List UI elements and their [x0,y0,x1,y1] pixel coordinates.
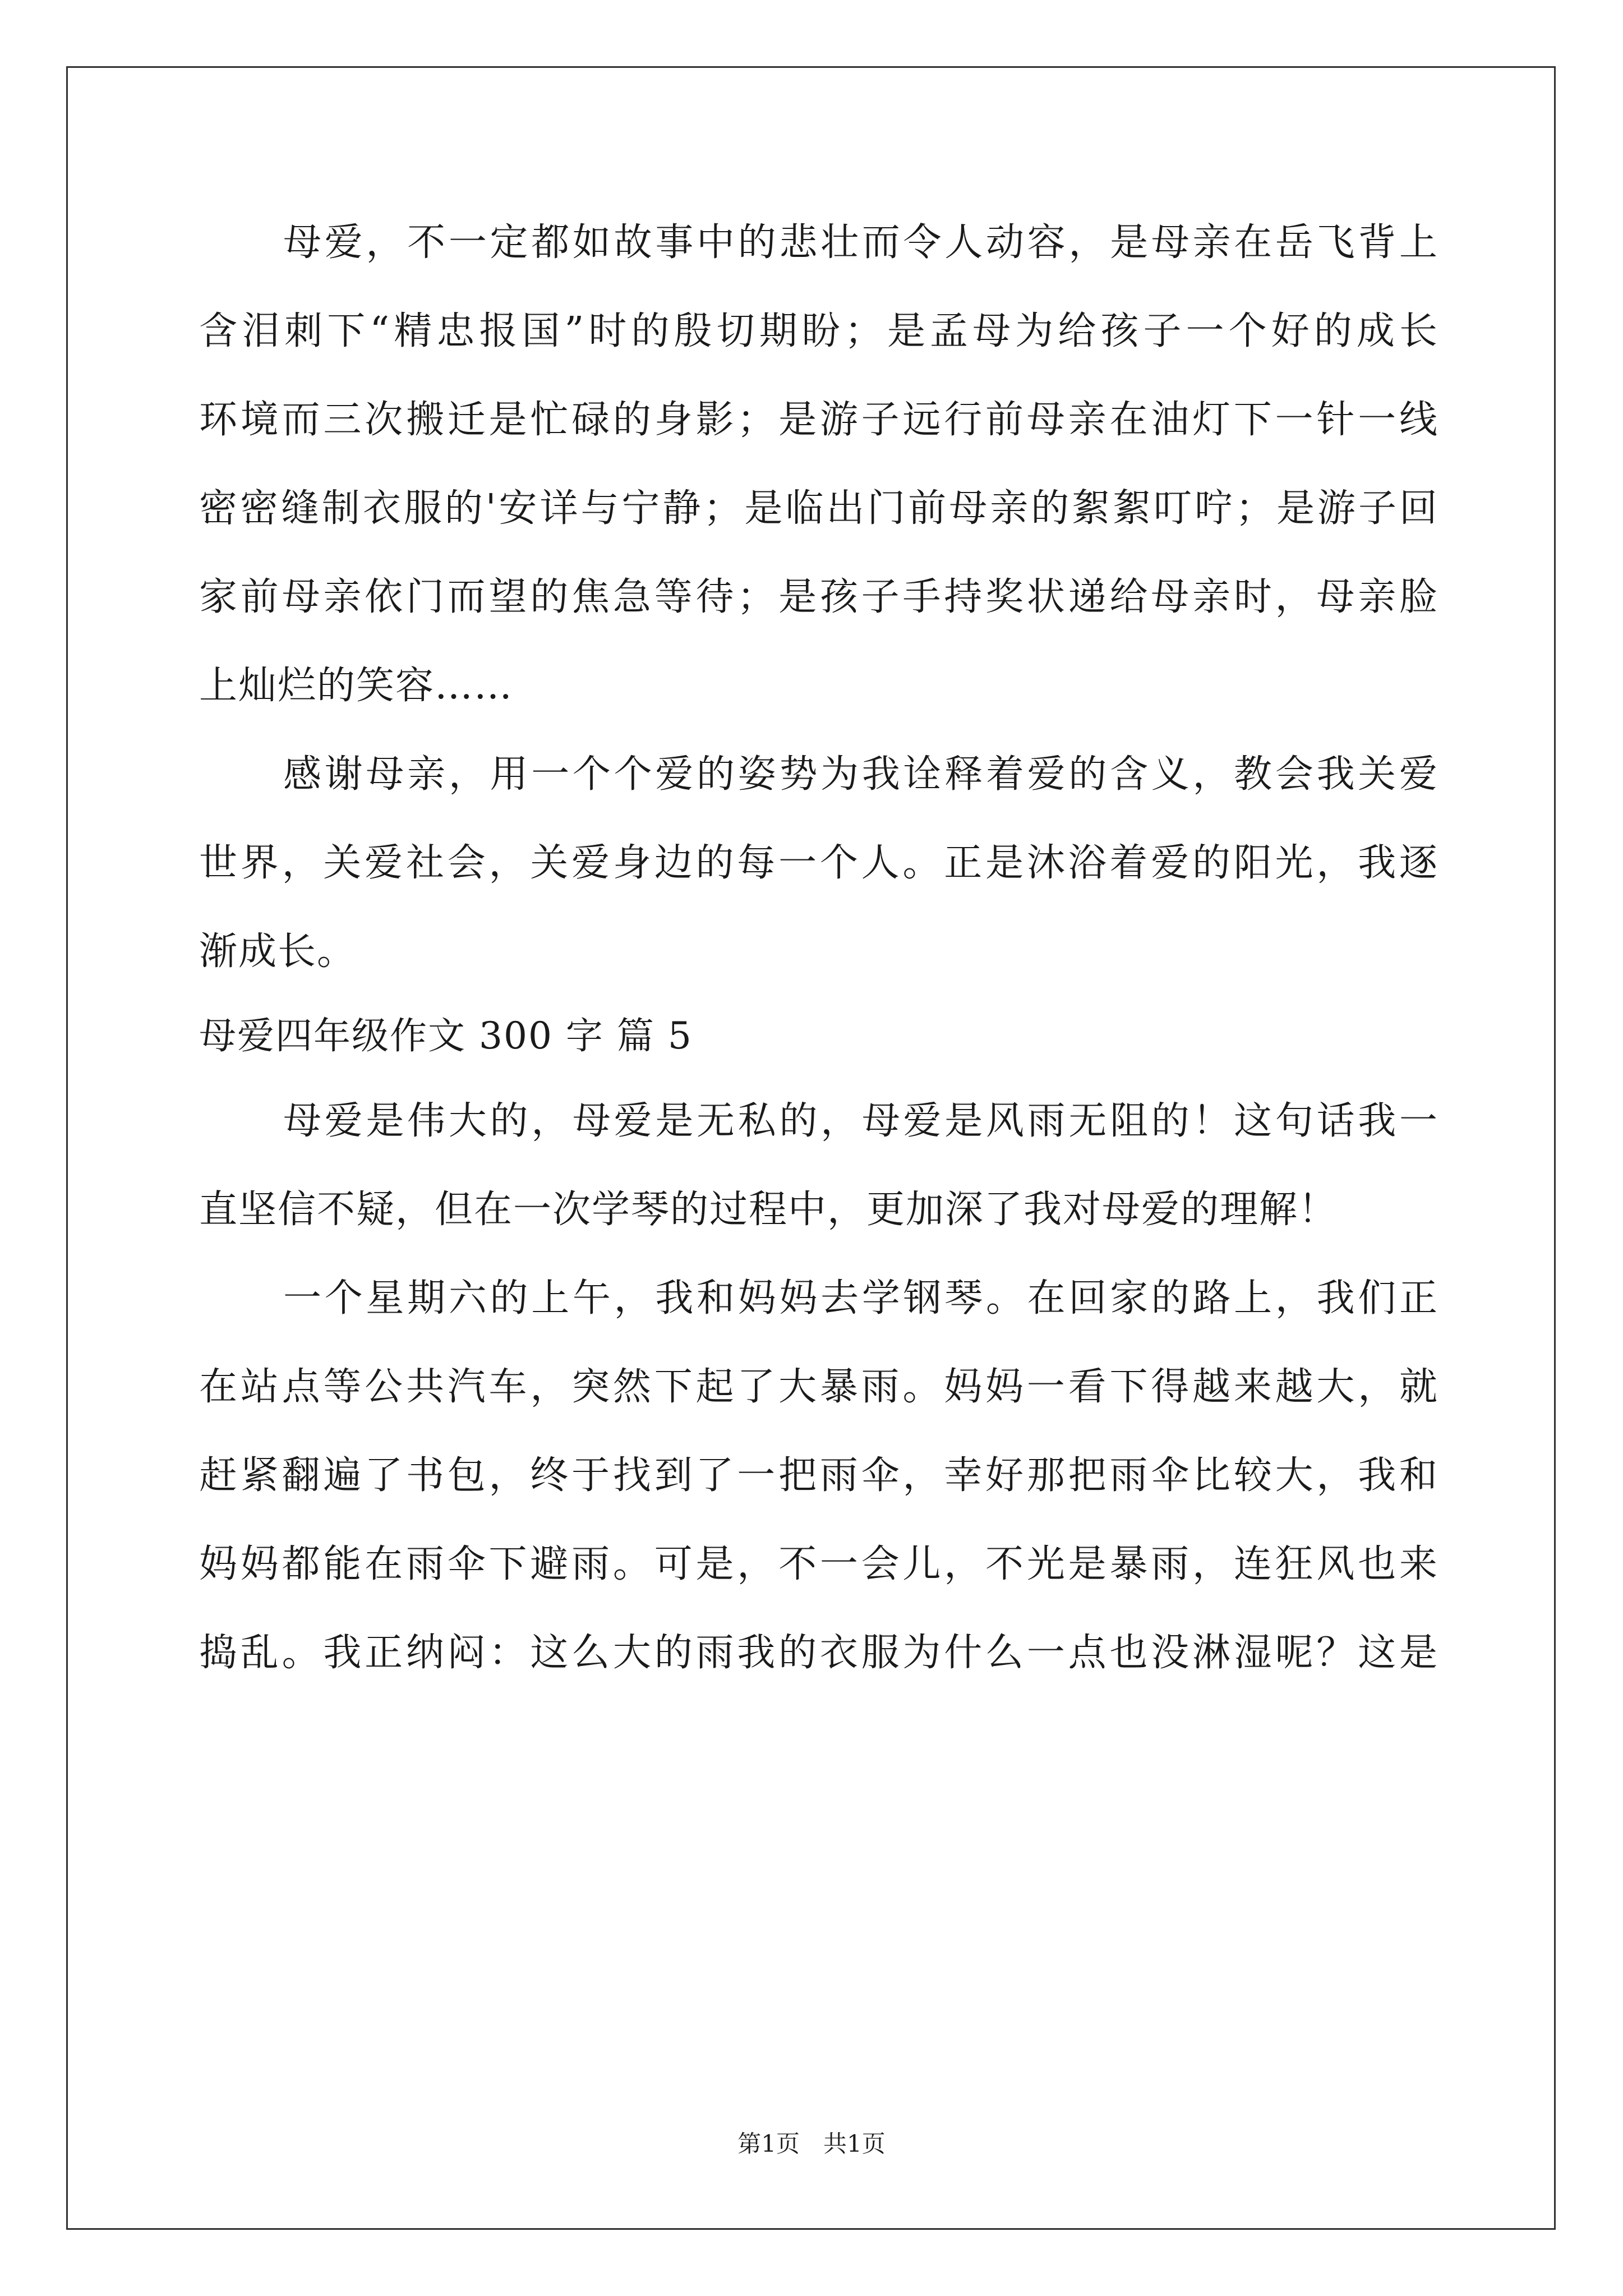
paragraph-line: 直坚信不疑，但在一次学琴的过程中，更加深了我对母爱的理解！ [199,1188,1338,1232]
paragraph-line: 妈妈都能在雨伞下避雨。可是，不一会儿，不光是暴雨，连狂风也来 [199,1542,1438,1586]
paragraph-line: 母爱是伟大的，母爱是无私的，母爱是风雨无阻的！这句话我一 [283,1099,1438,1143]
paragraph-line: 含泪刺下“精忠报国”时的殷切期盼；是孟母为给孩子一个好的成长 [199,309,1438,353]
paragraph-line: 母爱，不一定都如故事中的悲壮而令人动容，是母亲在岳飞背上 [283,220,1438,265]
paragraph-line: 家前母亲依门而望的焦急等待；是孩子手持奖状递给母亲时，母亲脸 [199,575,1438,619]
paragraph-line: 感谢母亲，用一个个爱的姿势为我诠释着爱的含义，教会我关爱 [283,752,1438,797]
paragraph-line: 捣乱。我正纳闷：这么大的雨我的衣服为什么一点也没淋湿呢？这是 [199,1631,1438,1675]
paragraph-line: 一个星期六的上午，我和妈妈去学钢琴。在回家的路上，我们正 [283,1276,1438,1320]
paragraph-line: 世界，关爱社会，关爱身边的每一个人。正是沐浴着爱的阳光，我逐 [199,841,1438,885]
paragraph-line: 赶紧翻遍了书包，终于找到了一把雨伞，幸好那把雨伞比较大，我和 [199,1453,1438,1498]
paragraph-line: 在站点等公共汽车，突然下起了大暴雨。妈妈一看下得越来越大，就 [199,1365,1438,1409]
paragraph-line: 密密缝制衣服的'安详与宁静；是临出门前母亲的絮絮叮咛；是游子回 [199,486,1438,531]
page-footer: 第1页 共1页 [737,2130,886,2157]
section-heading: 母爱四年级作文 300 字 篇 5 [199,1014,693,1057]
paragraph-line: 上灿烂的笑容…… [199,664,514,708]
paragraph-line: 渐成长。 [199,930,357,974]
paragraph-line: 环境而三次搬迁是忙碌的身影；是游子远行前母亲在油灯下一针一线 [199,398,1438,442]
